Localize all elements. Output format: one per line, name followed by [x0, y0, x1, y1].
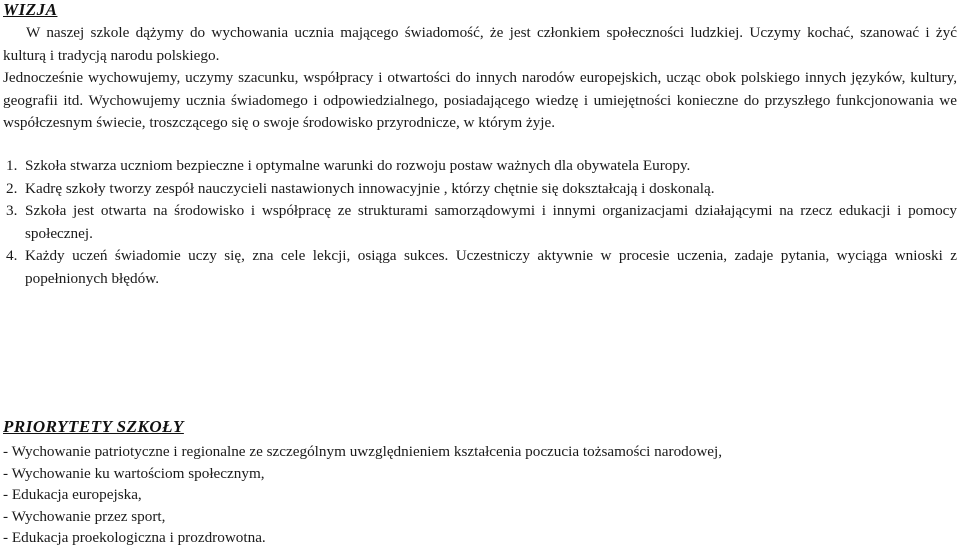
list-item-text: Każdy uczeń świadomie uczy się, zna cele lekcji, osiąga sukces. Uczestniczy aktywnie w procesie uczenia, zadaje pytania, wyciąga wnioski z popełnionych błędów.	[25, 247, 957, 287]
vision-paragraph-1: W naszej szkole dążymy do wychowania ucznia mającego świadomość, że jest członkiem społeczności ludzkiej. Uczymy kochać, szanować i żyć kulturą i tradycją narodu polskiego.	[3, 24, 957, 64]
priority-item: - Wychowanie przez sport,	[3, 507, 166, 525]
priorities-heading: PRIORYTETY SZKOŁY	[3, 417, 184, 436]
priority-item: - Edukacja proekologiczna i prozdrowotna.	[3, 529, 266, 546]
list-item-text: Szkoła jest otwarta na środowisko i współpracę ze strukturami samorządowymi i innymi organizacjami działającymi na rzecz edukacji i pomocy społecznej.	[25, 202, 957, 242]
list-item	[3, 178, 957, 201]
vision-heading: WIZJA	[3, 0, 58, 19]
list-item-number: 4.	[6, 247, 18, 264]
list-item-number: 1.	[6, 157, 18, 174]
priority-item: - Edukacja europejska,	[3, 486, 142, 503]
priority-item: - Wychowanie ku wartościom społecznym,	[3, 464, 265, 482]
vision-numbered-list	[3, 155, 957, 290]
priorities-list	[3, 441, 957, 549]
priority-item: - Wychowanie patriotyczne i regionalne ze szczególnym uwzględnieniem kształcenia poczucia tożsamości narodowej,	[3, 443, 723, 460]
list-item	[3, 155, 957, 178]
list-item-text: Kadrę szkoły tworzy zespół nauczycieli nastawionych innowacyjnie , którzy chętnie się dokształcają i doskonalą.	[25, 179, 715, 197]
vision-paragraph-2: Jednocześnie wychowujemy, uczymy szacunku, współpracy i otwartości do innych narodów europejskich, ucząc obok polskiego innych języków, kultury, geografii itd. Wychowujemy ucznia świadomego i odpowiedzialnego, posiadającego wiedzę i umiejętności konieczne do przyszłego funkcjonowania we współczesnym świecie, troszczącego się o swoje środowisko przyrodnicze, w którym żyje.	[3, 69, 957, 131]
list-item-text: Szkoła stwarza uczniom bezpieczne i optymalne warunki do rozwoju postaw ważnych dla obywatela Europy.	[25, 157, 691, 174]
list-item-number: 2.	[6, 179, 18, 197]
list-item	[3, 245, 957, 290]
list-item-number: 3.	[6, 202, 18, 219]
list-item	[3, 200, 957, 245]
